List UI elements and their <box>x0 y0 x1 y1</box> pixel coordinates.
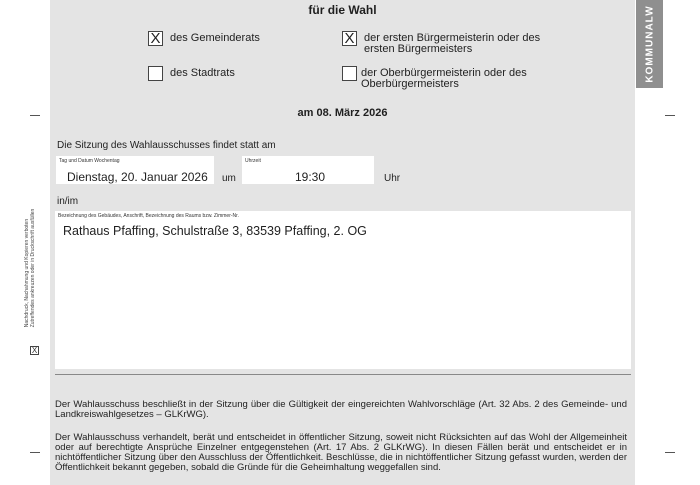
date-field[interactable] <box>56 156 214 184</box>
election-heading: für die Wahl <box>308 3 377 17</box>
session-intro: Die Sitzung des Wahlausschusses findet statt am <box>57 140 276 151</box>
date-caption: Tag und Datum Wochentag <box>59 158 120 164</box>
divider <box>55 374 631 375</box>
um-label: um <box>222 173 236 184</box>
side-checkbox[interactable]: X <box>31 346 38 355</box>
checkbox-oberbuergermeister[interactable] <box>342 66 357 81</box>
label-stadtrat: des Stadtrats <box>170 67 235 79</box>
vertical-note-1: Nachdruck, Nachahmung und Kopieren verboten <box>24 218 30 327</box>
time-caption: Uhrzeit <box>245 158 261 164</box>
label-gemeinderat: des Gemeinderats <box>170 32 260 44</box>
vertical-note-2: Zutreffendes ankreuzen oder in Druckschrift ausfüllen <box>30 208 36 327</box>
fold-mark-bottom <box>30 452 40 453</box>
vertical-notes <box>16 170 44 365</box>
form-sheet <box>50 0 635 485</box>
checkbox-stadtrat[interactable] <box>148 66 163 81</box>
location-field[interactable] <box>55 211 631 369</box>
uhr-label: Uhr <box>384 173 401 184</box>
info-paragraph-1: Der Wahlausschuss beschließt in der Sitzung über die Gültigkeit der eingereichten Wahlvorschläge (Art. 32 Abs. 2 des Gemeinde- und Landkreiswahlgesetzes – GLKrWG). <box>55 399 627 420</box>
checkbox-buergermeister[interactable]: X <box>342 31 357 46</box>
label-oberbuergermeister: der Oberbürgermeisterin oder des Oberbürgermeisters <box>361 67 527 90</box>
label-buergermeister: der ersten Bürgermeisterin oder des ersten Bürgermeisters <box>364 32 541 55</box>
time-field[interactable] <box>242 156 374 184</box>
time-value: 19:30 <box>295 170 326 184</box>
tab-label: KOMMUNALW <box>644 5 655 83</box>
location-caption: Bezeichnung des Gebäudes, Anschrift, Bezeichnung des Raums bzw. Zimmer-Nr. <box>58 213 239 219</box>
info-paragraph-2: Der Wahlausschuss verhandelt, berät und entscheidet in öffentlicher Sitzung, soweit nicht Rücksichten auf das Wohl der Allgemeinheit oder auf berechtigte Ansprüche Einzelner entgegenstehen (Art. 17 Abs. 2 GLKrWG). In diesen Fällen berät und entscheidet er in nichtöffentlicher Sitzung über den Ausschluss der Öffentlichkeit. Beschlüsse, die in nichtöffentlicher Sitzung gefasst wurden, werden der Öffentlichkeit bekannt gegeben, sobald die Gründe für die Geheimhaltung weggefallen sind. <box>55 432 627 473</box>
location-value: Rathaus Pfaffing, Schulstraße 3, 83539 Pfaffing, 2. OG <box>63 224 367 238</box>
fold-mark-right-bottom <box>665 452 675 453</box>
section-tab <box>636 0 663 88</box>
election-date: am 08. März 2026 <box>297 107 388 119</box>
fold-mark-top <box>30 115 40 116</box>
vertical-notes-text <box>24 208 36 327</box>
fold-mark-right-top <box>665 115 675 116</box>
date-value: Dienstag, 20. Januar 2026 <box>67 170 208 184</box>
inim-label: in/im <box>57 196 79 207</box>
checkbox-gemeinderat[interactable]: X <box>148 31 163 46</box>
